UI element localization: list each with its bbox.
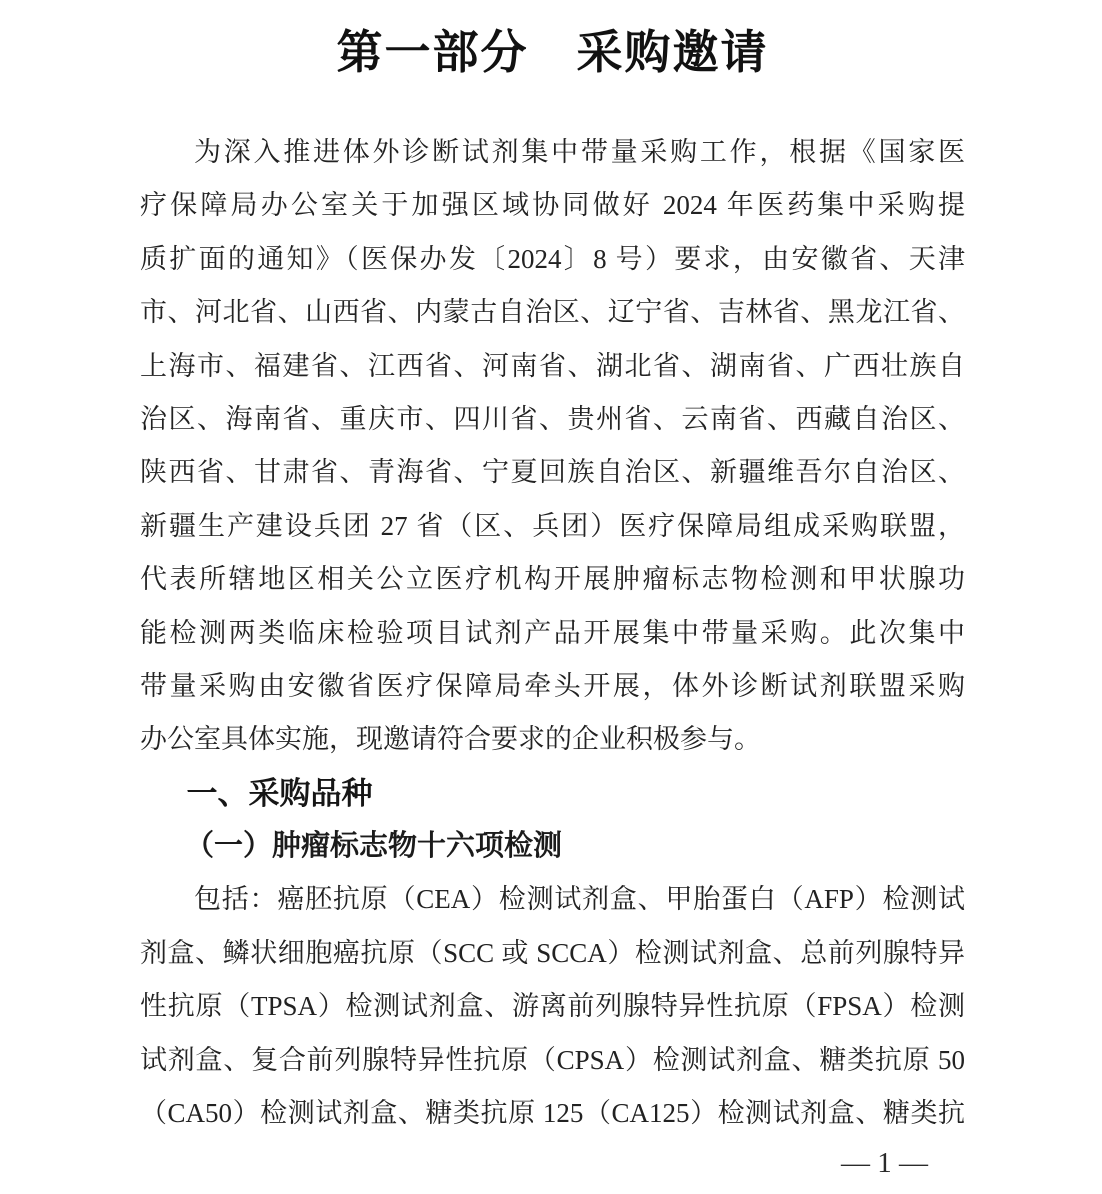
para1-line: 能检测两类临床检验项目试剂产品开展集中带量采购。此次集中	[140, 617, 965, 648]
para1-line: 治区、海南省、重庆市、四川省、贵州省、云南省、西藏自治区、	[140, 403, 965, 434]
subsection-heading: （一）肿瘤标志物十六项检测	[184, 830, 562, 863]
para1-line: 带量采购由安徽省医疗保障局牵头开展，体外诊断试剂联盟采购	[140, 670, 965, 701]
para1-line: 疗保障局办公室关于加强区域协同做好 2024 年医药集中采购提	[140, 190, 965, 221]
para2-line: 性抗原（TPSA）检测试剂盒、游离前列腺特异性抗原（FPSA）检测	[140, 991, 965, 1022]
document-title: 第一部分 采购邀请	[336, 27, 769, 78]
para2-line: 包括：癌胚抗原（CEA）检测试剂盒、甲胎蛋白（AFP）检测试	[194, 884, 965, 915]
document-body	[140, 126, 965, 1140]
para2-line: （CA50）检测试剂盒、糖类抗原 125（CA125）检测试剂盒、糖类抗	[140, 1098, 965, 1129]
para1-line: 质扩面的通知》（医保办发〔2024〕8 号）要求，由安徽省、天津	[140, 243, 965, 274]
para2-line: 剂盒、鳞状细胞癌抗原（SCC 或 SCCA）检测试剂盒、总前列腺特异	[140, 937, 965, 968]
para1-line: 为深入推进体外诊断试剂集中带量采购工作，根据《国家医	[194, 137, 965, 167]
para1-line: 市、河北省、山西省、内蒙古自治区、辽宁省、吉林省、黑龙江省、	[140, 297, 965, 328]
para1-line: 代表所辖地区相关公立医疗机构开展肿瘤标志物检测和甲状腺功	[140, 564, 965, 595]
para1-line: 办公室具体实施，现邀请符合要求的企业积极参与。	[140, 724, 761, 755]
section-heading: 一、采购品种	[186, 775, 373, 811]
para1-line: 陕西省、甘肃省、青海省、宁夏回族自治区、新疆维吾尔自治区、	[140, 457, 965, 488]
para1-line: 新疆生产建设兵团 27 省（区、兵团）医疗保障局组成采购联盟，	[140, 510, 965, 541]
page-number: — 1 —	[841, 1147, 928, 1179]
para1-line: 上海市、福建省、江西省、河南省、湖北省、湖南省、广西壮族自	[140, 350, 965, 381]
para2-line: 试剂盒、复合前列腺特异性抗原（CPSA）检测试剂盒、糖类抗原 50	[140, 1044, 965, 1075]
